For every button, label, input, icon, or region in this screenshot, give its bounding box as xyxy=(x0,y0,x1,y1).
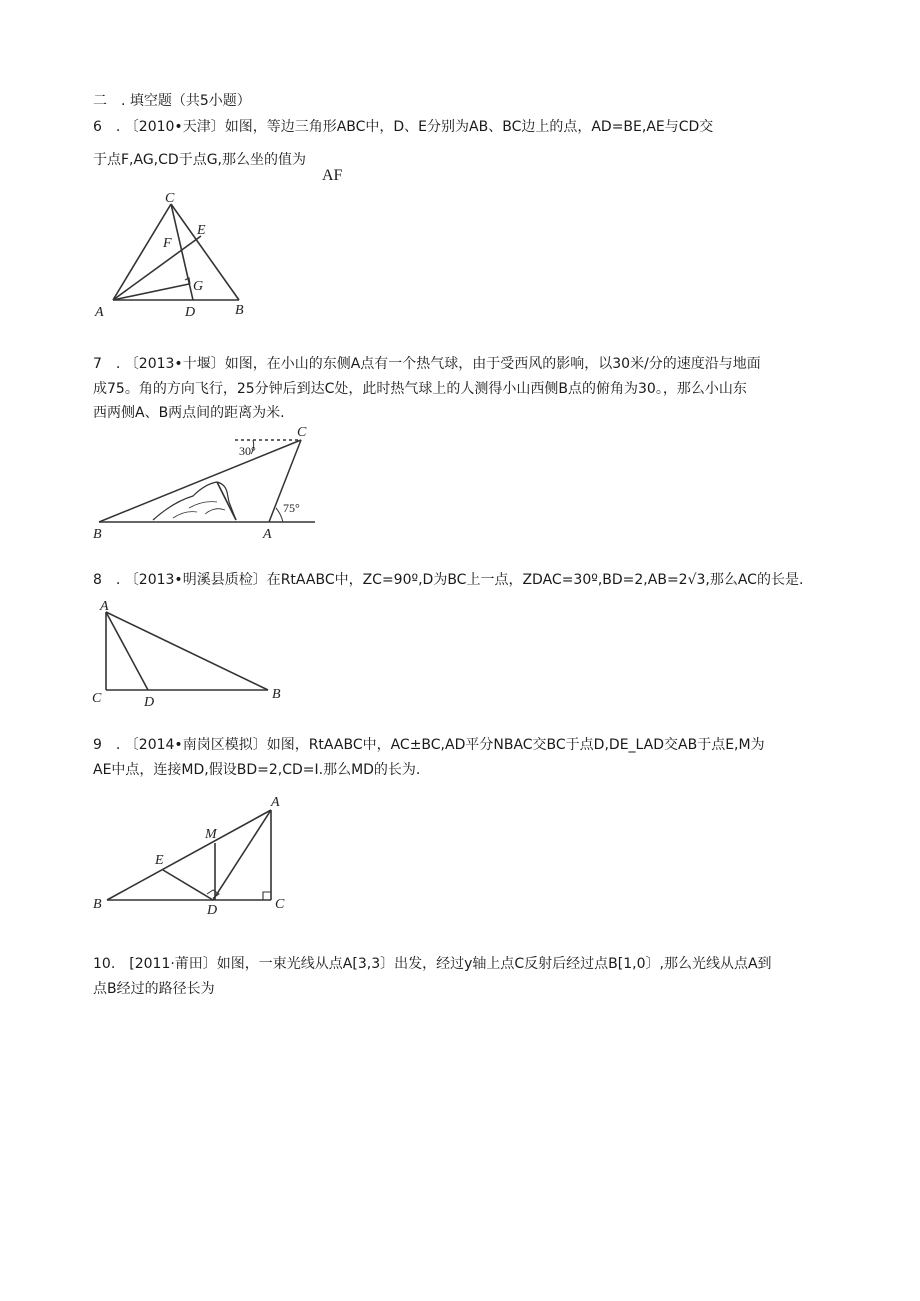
q9-label-c: C xyxy=(275,897,285,912)
question-8-line-1: 8 . 〔2013•明溪县质检〕在RtAABC中，ZC=90º,D为BC上一点，ZDAC=30º,BD=2,AB=2√3,那么AC的长是. xyxy=(93,572,804,588)
q9-label-d: D xyxy=(207,903,218,918)
q7-label-a: A xyxy=(263,527,272,542)
question-6-line-2: 于点F,AG,CD于点G,那么坐的值为 xyxy=(93,152,306,168)
q7-label-b: B xyxy=(93,527,102,542)
question-10-line-1: 10. [2011·莆田〕如图，一束光线从点A[3,3〕出发，经过y轴上点C反射后经过点B[1,0〕,那么光线从点A到 xyxy=(93,956,772,972)
q6-label-e: E xyxy=(197,223,206,238)
q9-label-m: M xyxy=(205,827,217,842)
q7-label-c: C xyxy=(297,425,307,440)
q6-label-g: G xyxy=(193,279,204,294)
q6-label-b: B xyxy=(235,303,244,318)
fraction-denominator: AF xyxy=(322,167,343,184)
q8-label-d: D xyxy=(144,695,155,710)
q9-label-a: A xyxy=(271,795,280,810)
question-7-line-1: 7 . 〔2013•十堰〕如图，在小山的东侧A点有一个热气球，由于受西风的影响，以30米/分的速度沿与地面 xyxy=(93,356,761,372)
question-6-line-1: 6 . 〔2010•天津〕如图，等边三角形ABC中，D、E分别为AB、BC边上的点，AD=BE,AE与CD交 xyxy=(93,119,714,135)
question-7-line-3: 西两侧A、B两点间的距离为米. xyxy=(93,405,285,421)
figure-q8-right-triangle xyxy=(90,598,290,710)
q7-angle-75: 75° xyxy=(283,501,300,515)
figure-q9-triangle xyxy=(93,790,293,918)
q6-label-a: A xyxy=(95,305,104,320)
q8-label-a: A xyxy=(100,599,109,614)
q6-label-d: D xyxy=(185,305,196,320)
question-10-line-2: 点B经过的路径长为 xyxy=(93,981,215,997)
figure-q7-hill-balloon xyxy=(93,422,323,544)
q6-label-c: C xyxy=(165,191,175,206)
figure-q6-triangle xyxy=(93,192,263,320)
q8-label-b: B xyxy=(272,687,281,702)
question-9-line-2: AE中点，连接MD,假设BD=2,CD=I.那么MD的长为. xyxy=(93,762,421,778)
section-header: 二 . 填空题（共5小题） xyxy=(93,93,251,109)
q7-angle-30: 30° xyxy=(239,444,256,458)
question-9-line-1: 9 . 〔2014•南岗区模拟〕如图，RtAABC中，AC±BC,AD平分NBAC交BC于点D,DE_LAD交AB于点E,M为 xyxy=(93,737,765,753)
q6-label-f: F xyxy=(163,236,172,251)
question-7-line-2: 成75。角的方向飞行，25分钟后到达C处，此时热气球上的人测得小山西侧B点的俯角为30。，那么小山东 xyxy=(93,381,747,397)
q9-label-e: E xyxy=(155,853,164,868)
q8-label-c: C xyxy=(92,691,102,706)
q9-label-b: B xyxy=(93,897,102,912)
